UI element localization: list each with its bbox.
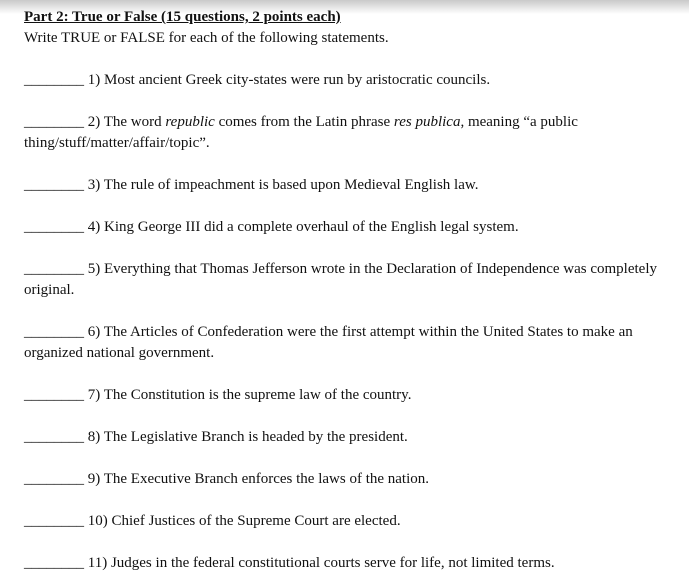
answer-blank[interactable]: ________	[24, 471, 84, 487]
document-page	[24, 7, 684, 574]
answer-blank[interactable]: ________	[24, 324, 84, 340]
question-text: 3) The rule of impeachment is based upon Medieval English law.	[84, 177, 479, 193]
question-list	[24, 70, 684, 574]
answer-blank[interactable]: ________	[24, 177, 84, 193]
question-text: , meaning “a public thing/stuff/matter/affair/topic”.	[24, 114, 578, 151]
question-5	[24, 259, 684, 301]
question-7	[24, 385, 684, 406]
question-text: 6) The Articles of Confederation were the first attempt within the United States to make an organized national government.	[24, 324, 633, 361]
question-11	[24, 553, 684, 574]
question-text: 9) The Executive Branch enforces the laws of the nation.	[84, 471, 430, 487]
answer-blank[interactable]: ________	[24, 555, 84, 571]
answer-blank[interactable]: ________	[24, 429, 84, 445]
question-text: 4) King George III did a complete overhaul of the English legal system.	[84, 219, 519, 235]
answer-blank[interactable]: ________	[24, 261, 84, 277]
question-10	[24, 511, 684, 532]
question-9	[24, 469, 684, 490]
answer-blank[interactable]: ________	[24, 219, 84, 235]
italic-term: republic	[165, 114, 215, 130]
answer-blank[interactable]: ________	[24, 513, 84, 529]
question-6	[24, 322, 684, 364]
answer-blank[interactable]: ________	[24, 72, 84, 88]
question-text: comes from the Latin phrase	[214, 114, 394, 130]
question-3	[24, 175, 684, 196]
question-text: 8) The Legislative Branch is headed by the president.	[84, 429, 408, 445]
question-text: 7) The Constitution is the supreme law of the country.	[84, 387, 412, 403]
question-text: 2) The word	[84, 114, 166, 130]
answer-blank[interactable]: ________	[24, 387, 84, 403]
question-1	[24, 70, 684, 91]
question-8	[24, 427, 684, 448]
question-text: 5) Everything that Thomas Jefferson wrote in the Declaration of Independence was completely original.	[24, 261, 658, 298]
question-4	[24, 217, 684, 238]
question-text: 1) Most ancient Greek city-states were run by aristocratic councils.	[84, 72, 491, 88]
italic-term: res publica	[393, 114, 461, 130]
question-text: 10) Chief Justices of the Supreme Court are elected.	[84, 513, 401, 529]
answer-blank[interactable]: ________	[24, 114, 84, 130]
instructions: Write TRUE or FALSE for each of the following statements.	[24, 30, 389, 46]
question-text: 11) Judges in the federal constitutional courts serve for life, not limited terms.	[84, 555, 555, 571]
question-2	[24, 112, 684, 154]
section-title: Part 2: True or False (15 questions, 2 points each)	[24, 9, 341, 25]
